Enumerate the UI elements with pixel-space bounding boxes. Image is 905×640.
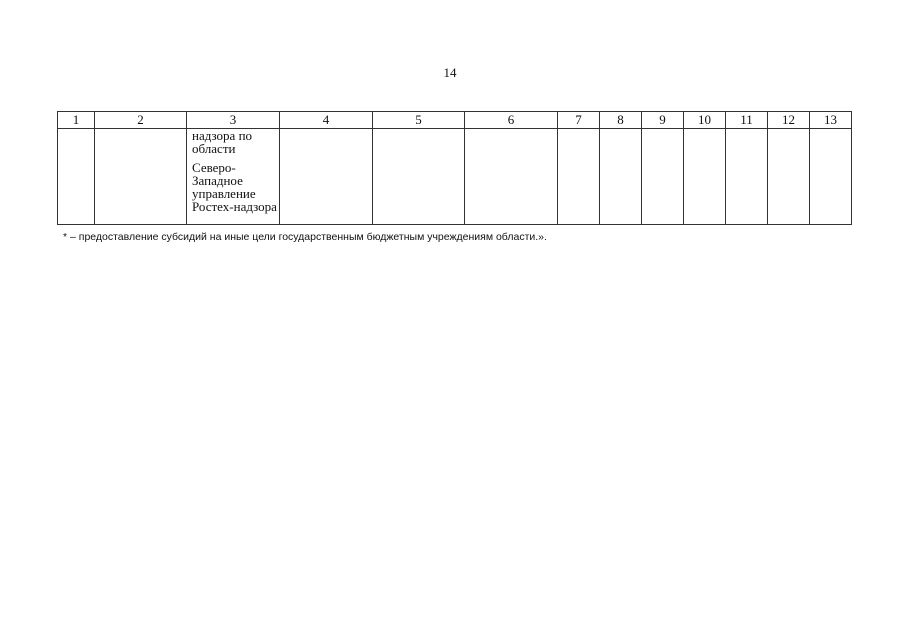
table-cell-12 [768,129,810,225]
column-number-6: 6 [465,112,558,129]
column-number-3: 3 [187,112,280,129]
table-cell-10 [684,129,726,225]
table-row [58,129,852,225]
column-number-5: 5 [373,112,465,129]
cell-3-paragraph-1: надзора по области [192,128,253,156]
data-table [57,111,852,225]
table-cell-6 [465,129,558,225]
table-cell-5 [373,129,465,225]
table-cell-11 [726,129,768,225]
column-number-4: 4 [280,112,373,129]
column-number-9: 9 [642,112,684,129]
table-cell-9 [642,129,684,225]
column-number-1: 1 [58,112,95,129]
table-header-row [58,112,852,129]
column-number-7: 7 [558,112,600,129]
column-number-2: 2 [95,112,187,129]
table-cell-3 [187,129,280,225]
cell-3-paragraph-2: Северо-Западное управление Ростех-надзора [192,160,277,214]
column-number-10: 10 [684,112,726,129]
table-cell-7 [558,129,600,225]
column-number-8: 8 [600,112,642,129]
column-number-11: 11 [726,112,768,129]
page-number: 14 [443,65,457,80]
footnote: * – предоставление субсидий на иные цели государственным бюджетным учреждениям области.». [63,231,547,243]
cell-3-text [187,129,279,213]
table-cell-1 [58,129,95,225]
table-cell-4 [280,129,373,225]
table-cell-2 [95,129,187,225]
table-cell-13 [810,129,852,225]
column-number-12: 12 [768,112,810,129]
table-cell-8 [600,129,642,225]
column-number-13: 13 [810,112,852,129]
